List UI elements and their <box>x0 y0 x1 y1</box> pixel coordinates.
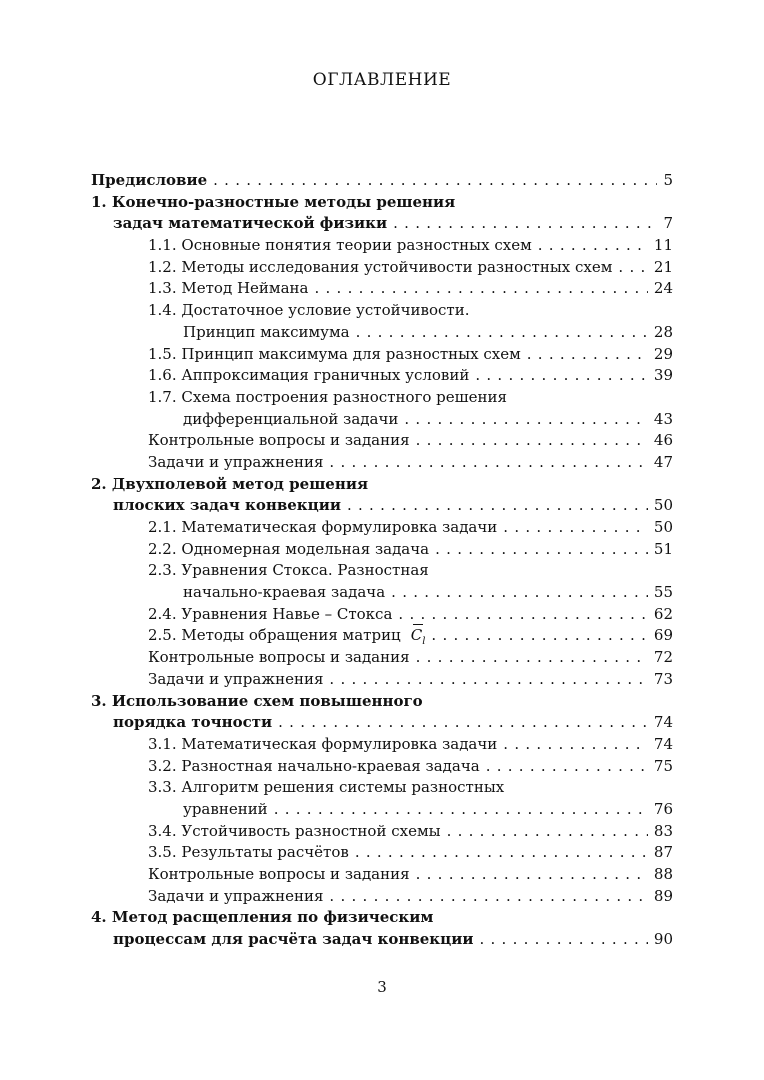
toc-entry-page: 47 <box>653 452 673 471</box>
toc-entry-title: Контрольные вопросы и задания <box>148 865 410 883</box>
dot-leader <box>431 625 648 647</box>
toc-entry-title: 2. Двухполевой метод решения <box>91 474 369 493</box>
toc-entry[interactable] <box>91 799 673 821</box>
toc-entry-page: 89 <box>653 886 673 905</box>
toc-entry-title: 3.1. Математическая формулировка задачи <box>148 734 498 753</box>
toc-entry[interactable] <box>91 409 673 431</box>
dot-leader <box>538 235 648 257</box>
toc-entry[interactable] <box>91 756 673 778</box>
dot-leader <box>486 756 648 778</box>
dot-leader <box>329 886 647 908</box>
dot-leader <box>404 409 648 431</box>
dot-leader <box>527 344 648 366</box>
toc-entry[interactable] <box>91 517 673 539</box>
toc-entry-page: 39 <box>653 366 673 385</box>
toc-entry[interactable] <box>91 300 673 322</box>
toc-entry-page: 87 <box>653 843 673 862</box>
toc-entry-title: 1.7. Схема построения разностного решения <box>148 387 507 406</box>
toc-entry[interactable] <box>91 777 673 799</box>
toc-entry-page: 76 <box>653 799 673 818</box>
toc-entry[interactable] <box>91 907 673 929</box>
toc-entry-title: 3. Использование схем повышенного <box>91 691 423 710</box>
toc-entry-page: 50 <box>653 496 673 515</box>
dot-leader <box>213 170 657 192</box>
toc-entry-page: 28 <box>653 322 673 341</box>
toc-entry-title: процессам для расчёта задач конвекции <box>113 930 474 949</box>
toc-entry-title: 4. Метод расщепления по физическим <box>91 908 434 927</box>
dot-leader <box>347 495 648 517</box>
toc-entry-page: 73 <box>653 669 673 688</box>
toc-entry-page: 7 <box>663 214 673 233</box>
toc-entry[interactable] <box>91 625 673 647</box>
dot-leader <box>416 647 648 669</box>
toc-entry-title: задач математической физики <box>113 214 388 233</box>
toc-entry[interactable] <box>91 712 673 734</box>
toc-entry[interactable] <box>91 213 673 235</box>
toc-entry-title: Предисловие <box>91 171 208 189</box>
toc-entry-title: 1.3. Метод Неймана <box>148 279 309 298</box>
toc-entry-title: Принцип максимума <box>183 322 350 341</box>
toc-entry[interactable] <box>91 322 673 344</box>
toc-entry-title: Задачи и упражнения <box>148 669 324 688</box>
dot-leader <box>355 842 648 864</box>
toc-entry-page: 83 <box>653 821 673 840</box>
toc-entry-title: Задачи и упражнения <box>148 452 324 471</box>
toc-entry-title: дифференциальной задачи <box>183 409 399 428</box>
toc-entry-page: 72 <box>653 648 673 667</box>
toc-entry-title: Задачи и упражнения <box>148 886 324 905</box>
toc-entry-title: уравнений <box>183 799 268 818</box>
toc-entry[interactable] <box>91 582 673 604</box>
dot-leader <box>356 322 648 344</box>
toc-entry-title: 2.1. Математическая формулировка задачи <box>148 518 498 536</box>
dot-leader <box>503 734 648 756</box>
toc-entry-page: 74 <box>653 713 673 732</box>
toc-entry-title: 3.3. Алгоритм решения системы разностных <box>148 778 505 797</box>
dot-leader <box>618 257 647 279</box>
dot-leader <box>393 213 657 235</box>
page-number: 3 <box>377 978 387 996</box>
toc-entry[interactable] <box>91 647 673 669</box>
toc-entry-title: 3.2. Разностная начально-краевая задача <box>148 756 480 775</box>
toc-entry[interactable] <box>91 604 673 626</box>
toc-entry[interactable] <box>91 669 673 691</box>
toc-entry-title: 1.6. Аппроксимация граничных условий <box>148 366 470 385</box>
toc-entry-page: 29 <box>653 344 673 363</box>
toc-entry-title: 1.5. Принцип максимума для разностных схем <box>148 344 521 363</box>
toc-entry[interactable] <box>91 821 673 843</box>
toc-entry-title: 2.4. Уравнения Навье – Стокса <box>148 604 393 623</box>
toc-entry[interactable] <box>91 691 673 713</box>
dot-leader <box>329 669 647 691</box>
toc-entry[interactable] <box>91 886 673 908</box>
toc-entry-page: 24 <box>653 279 673 298</box>
toc-entry-title: 3.5. Результаты расчётов <box>148 843 349 862</box>
toc-entry[interactable] <box>91 278 673 300</box>
matrix-symbol-letter: C <box>410 626 423 645</box>
toc-entry[interactable] <box>91 560 673 582</box>
toc-entry[interactable] <box>91 170 673 192</box>
toc-entry-title: 1. Конечно-разностные методы решения <box>91 192 456 211</box>
dot-leader <box>416 864 648 886</box>
toc-entry[interactable] <box>91 235 673 257</box>
toc-entry-title: плоских задач конвекции <box>113 496 341 515</box>
toc-entry[interactable] <box>91 864 673 886</box>
toc-entry-title: 1.2. Методы исследования устойчивости разностных схем <box>148 257 613 276</box>
toc-entry-title: 2.5. Методы обращения матриц <box>148 626 401 645</box>
dot-leader <box>398 604 648 626</box>
toc-entry-title: порядка точности <box>113 713 273 732</box>
dot-leader <box>475 365 648 387</box>
toc-entry[interactable] <box>91 474 673 496</box>
toc-entry[interactable] <box>91 842 673 864</box>
toc-entry-page: 43 <box>653 409 673 428</box>
toc-entry[interactable] <box>91 430 673 452</box>
toc-entry-title: 2.3. Уравнения Стокса. Разностная <box>148 561 429 580</box>
dot-leader <box>278 712 648 734</box>
toc-entry[interactable] <box>91 539 673 561</box>
dot-leader <box>274 799 648 821</box>
toc-entry[interactable] <box>91 929 673 951</box>
toc-entry[interactable] <box>91 495 673 517</box>
toc-entry-page: 21 <box>653 257 673 276</box>
toc-entry-title: 3.4. Устойчивость разностной схемы <box>148 821 441 840</box>
page-title: ОГЛАВЛЕНИЕ <box>312 70 452 90</box>
toc-entry-page: 55 <box>653 583 673 602</box>
toc-entry-title: 2.2. Одномерная модельная задача <box>148 539 430 558</box>
toc-entry-page: 74 <box>653 734 673 753</box>
toc-entry-title: 1.4. Достаточное условие устойчивости. <box>148 301 470 320</box>
toc-entry-page: 62 <box>653 604 673 623</box>
toc-entry-page: 75 <box>653 756 673 775</box>
toc-entry[interactable] <box>91 452 673 474</box>
toc-entry-page: 51 <box>653 539 673 558</box>
dot-leader <box>479 929 647 951</box>
toc-entry-title: начально-краевая задача <box>183 583 386 602</box>
toc-entry-title: Контрольные вопросы и задания <box>148 431 410 450</box>
toc-entry[interactable] <box>91 365 673 387</box>
toc-entry-page: 90 <box>653 930 673 949</box>
dot-leader <box>435 539 648 561</box>
dot-leader <box>391 582 648 604</box>
dot-leader <box>416 430 648 452</box>
toc-entry[interactable] <box>91 387 673 409</box>
dot-leader <box>329 452 647 474</box>
toc-entry[interactable] <box>91 257 673 279</box>
dot-leader <box>503 517 648 539</box>
toc-entry-page: 5 <box>663 171 673 189</box>
toc-entry-page: 50 <box>653 518 673 536</box>
toc-entry[interactable] <box>91 344 673 366</box>
dot-leader <box>447 821 648 843</box>
toc-entry-page: 88 <box>653 865 673 883</box>
toc-entry-page: 11 <box>653 236 673 255</box>
toc-entry-title: Контрольные вопросы и задания <box>148 648 410 667</box>
toc-entry-page: 69 <box>653 626 673 645</box>
matrix-symbol-subscript: l <box>422 636 426 648</box>
toc-entry-title: 1.1. Основные понятия теории разностных схем <box>148 236 532 255</box>
table-of-contents <box>91 170 673 951</box>
dot-leader <box>314 278 647 300</box>
toc-entry[interactable] <box>91 734 673 756</box>
toc-entry-page: 46 <box>653 431 673 450</box>
toc-entry[interactable] <box>91 192 673 214</box>
